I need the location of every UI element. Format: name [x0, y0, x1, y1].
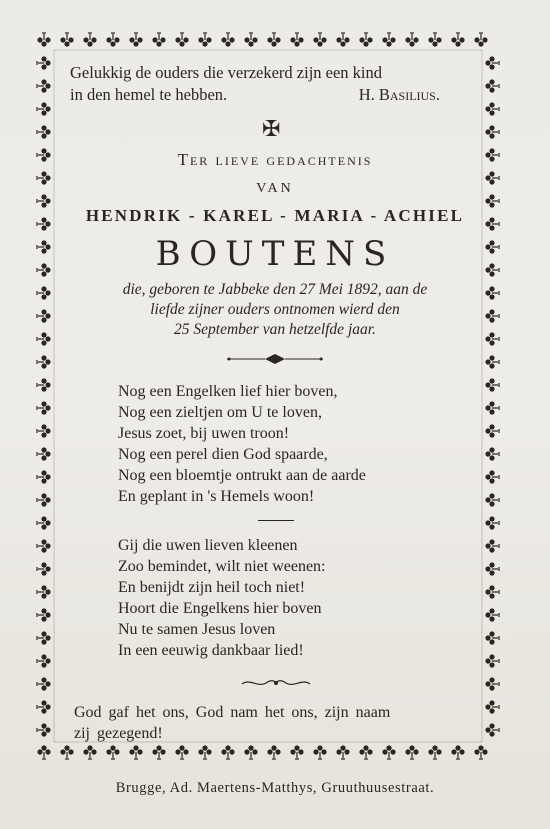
border-flower-icon: [37, 33, 50, 47]
deceased-given-names: HENDRIK - KAREL - MARIA - ACHIEL: [85, 206, 465, 225]
bio-line-2: liefde zijner ouders ontnomen wierd den: [150, 301, 400, 318]
quote-attribution: H. Basilius.: [358, 85, 440, 104]
border-flower-icon: [37, 424, 51, 437]
border-flower-icon: [485, 79, 499, 92]
memorial-heading: Ter lieve gedachtenis: [177, 150, 373, 169]
poem-stanza-1: [118, 381, 498, 507]
closing-text: [74, 702, 484, 744]
border-flower-icon: [485, 125, 499, 138]
border-flower-icon: [37, 355, 51, 368]
border-flower-icon: [175, 745, 188, 759]
border-flower-icon: [267, 33, 280, 47]
border-flower-icon: [37, 608, 51, 621]
border-flower-icon: [428, 33, 441, 47]
border-flower-icon: [359, 745, 372, 759]
border-flower-icon: [37, 585, 51, 598]
border-flower-icon: [405, 745, 418, 759]
border-flower-icon: [37, 447, 51, 460]
border-flower-icon: [485, 677, 499, 690]
border-flower-icon: [37, 723, 51, 736]
border-flower-icon: [336, 33, 349, 47]
border-flower-icon: [485, 355, 499, 368]
border-flower-icon: [83, 33, 96, 47]
poem-stanza-2: [118, 535, 498, 661]
border-flower-icon: [382, 33, 395, 47]
poem-line: En benijdt zijn heil toch niet!: [118, 579, 306, 596]
border-flower-icon: [474, 33, 487, 47]
border-flower-icon: [485, 56, 499, 69]
border-flower-icon: [485, 700, 499, 713]
quote-line-1: Gelukkig de ouders die verzekerd zijn een kind: [70, 63, 383, 82]
bio-line-3: 25 September van hetzelfde jaar.: [174, 321, 376, 338]
border-flower-icon: [129, 33, 142, 47]
border-flower-icon: [485, 723, 499, 736]
border-flower-icon: [129, 745, 142, 759]
border-flower-icon: [37, 654, 51, 667]
border-flower-icon: [37, 516, 51, 529]
border-flower-icon: [37, 470, 51, 483]
border-flower-icon: [60, 745, 73, 759]
border-flower-icon: [313, 745, 326, 759]
border-flower-icon: [37, 378, 51, 391]
border-flower-icon: [83, 745, 96, 759]
closing-line-1: God gaf het ons, God nam het ons, zijn naam: [74, 704, 391, 721]
border-flower-icon: [428, 745, 441, 759]
border-flower-icon: [37, 286, 51, 299]
opening-quote: [70, 62, 470, 106]
printer-imprint: Brugge, Ad. Maertens-Matthys, Gruuthuusestraat.: [115, 780, 435, 796]
border-flower-icon: [37, 125, 51, 138]
border-flower-icon: [451, 745, 464, 759]
border-flower-icon: [221, 745, 234, 759]
border-flower-icon: [37, 700, 51, 713]
border-flower-icon: [359, 33, 372, 47]
poem-line: Nog een Engelken lief hier boven,: [118, 383, 338, 400]
border-flower-icon: [60, 33, 73, 47]
poem-line: Nog een bloemtje ontrukt aan de aarde: [118, 467, 366, 484]
border-flower-icon: [106, 745, 119, 759]
cross-icon: ✠: [262, 116, 281, 141]
border-flower-icon: [485, 516, 499, 529]
border-flower-icon: [290, 33, 303, 47]
deceased-surname: BOUTENS: [155, 234, 395, 274]
poem-line: En geplant in 's Hemels woon!: [118, 488, 315, 505]
poem-line: Hoort die Engelkens hier boven: [118, 600, 322, 617]
border-flower-icon: [221, 33, 234, 47]
border-flower-icon: [37, 401, 51, 414]
bio-line-1: die, geboren te Jabbeke den 27 Mei 1892, aan de: [122, 281, 428, 298]
poem-line: Zoo bemindet, wilt niet weenen:: [118, 558, 326, 575]
border-flower-icon: [405, 33, 418, 47]
biography: [60, 280, 490, 340]
poem-line: Jesus zoet, bij uwen troon!: [118, 425, 290, 442]
border-flower-icon: [198, 745, 211, 759]
border-flower-icon: [485, 102, 499, 115]
border-flower-icon: [290, 745, 303, 759]
border-flower-icon: [175, 33, 188, 47]
border-flower-icon: [152, 745, 165, 759]
border-flower-icon: [37, 745, 50, 759]
border-flower-icon: [267, 745, 280, 759]
closing-line-2: zij gezegend!: [74, 725, 163, 742]
border-flower-icon: [382, 745, 395, 759]
border-flower-icon: [37, 539, 51, 552]
border-flower-icon: [244, 33, 257, 47]
border-flower-icon: [37, 631, 51, 644]
poem-line: Gij die uwen lieven kleenen: [118, 537, 298, 554]
scroll-ornament-icon: [240, 676, 312, 690]
poem-line: In een eeuwig dankbaar lied!: [118, 642, 304, 659]
border-flower-icon: [244, 745, 257, 759]
poem-line: Nu te samen Jesus loven: [118, 621, 276, 638]
quote-line-2: in den hemel te hebben.: [70, 85, 228, 104]
border-flower-icon: [37, 493, 51, 506]
border-flower-icon: [37, 562, 51, 575]
border-flower-icon: [451, 33, 464, 47]
border-flower-icon: [37, 309, 51, 322]
poem-line: Nog een perel dien God spaarde,: [118, 446, 328, 463]
stanza-divider: [258, 520, 294, 521]
border-flower-icon: [37, 102, 51, 115]
border-flower-icon: [37, 332, 51, 345]
border-flower-icon: [198, 33, 211, 47]
border-flower-icon: [474, 745, 487, 759]
border-flower-icon: [152, 33, 165, 47]
heading-van: VAN: [256, 181, 294, 196]
border-flower-icon: [336, 745, 349, 759]
border-flower-icon: [313, 33, 326, 47]
border-flower-icon: [106, 33, 119, 47]
border-flower-icon: [37, 79, 51, 92]
border-flower-icon: [37, 677, 51, 690]
border-flower-icon: [37, 56, 51, 69]
poem-line: Nog een zieltjen om U te loven,: [118, 404, 322, 421]
ornament-divider-icon: [225, 352, 325, 366]
